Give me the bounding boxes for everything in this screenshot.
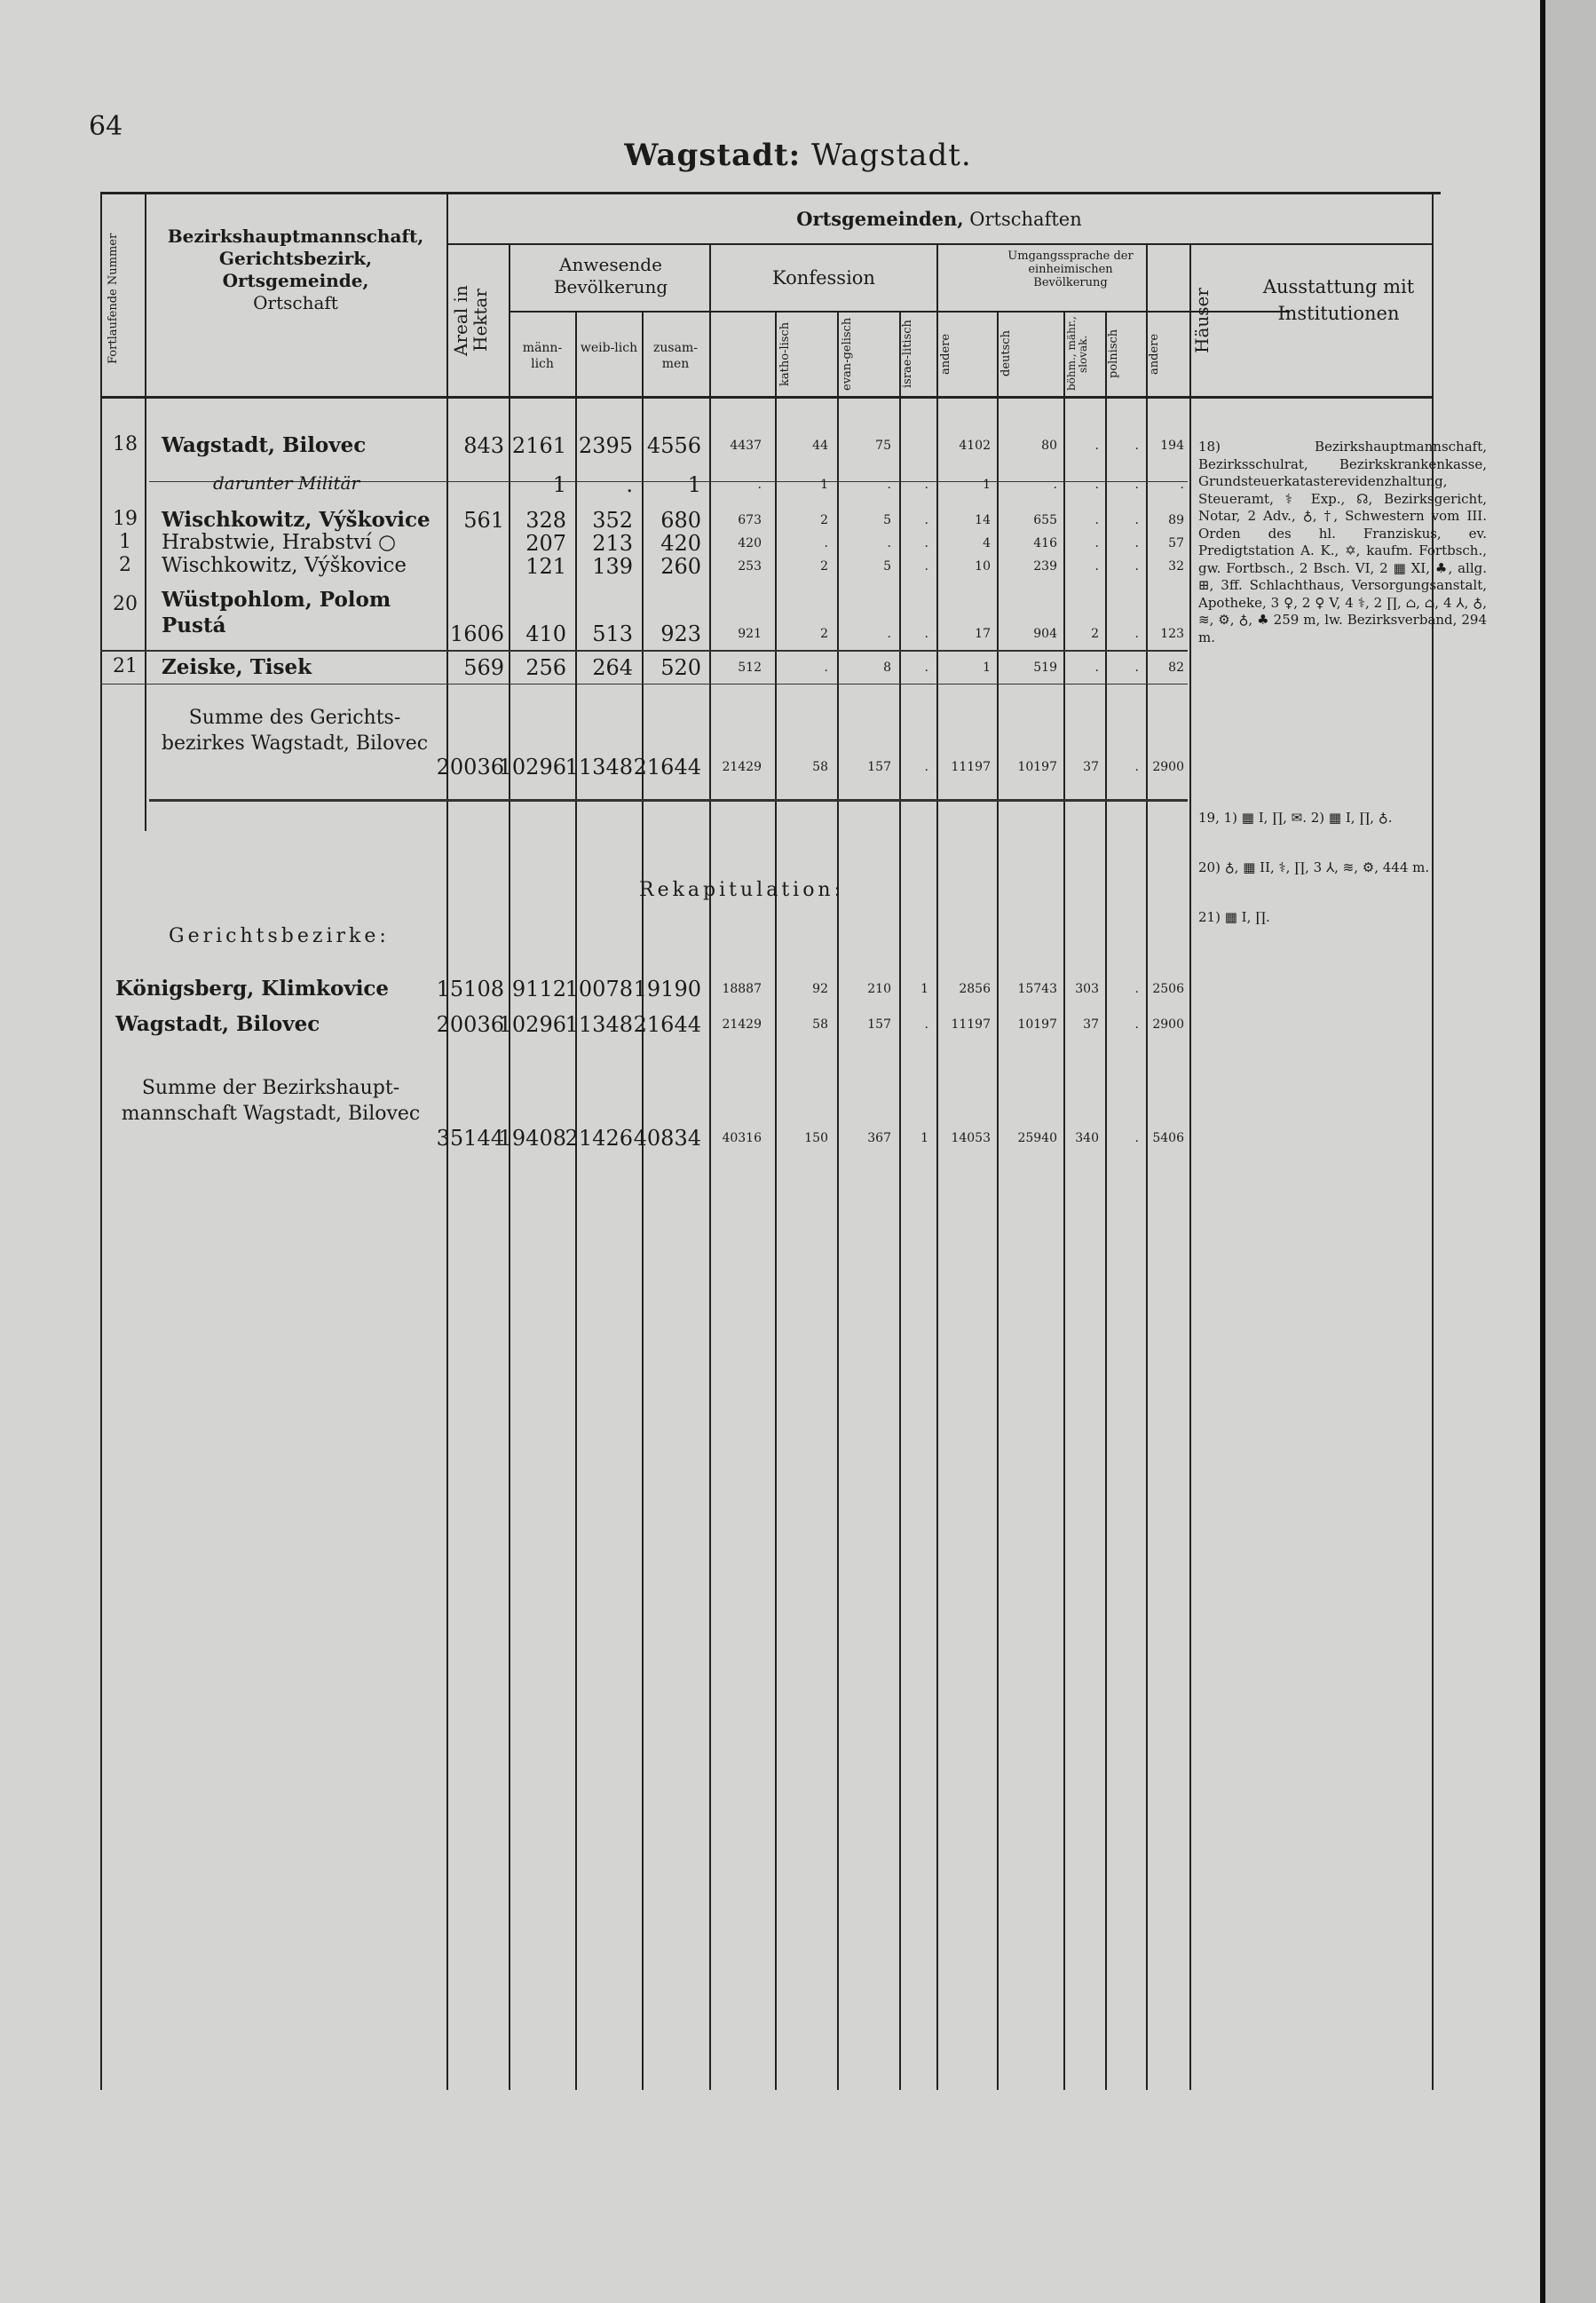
cell-kath: . [757, 478, 762, 492]
cell-deu: 2856 [959, 982, 991, 996]
cell-m: 328 [525, 508, 566, 533]
hdr-conf-other: andere [939, 333, 952, 375]
recap-title: Rekapitulation: [639, 879, 845, 901]
cell-boh: 655 [1033, 513, 1057, 527]
cell-kath: 673 [738, 513, 762, 527]
cell-evan: . [824, 536, 828, 550]
cell-isr: . [887, 536, 891, 550]
institution-note: 20) ♁, ▦ II, ⚕, ∏, 3 ⅄, ≋, ⚙, 444 m. [1198, 859, 1430, 875]
cell-land: . [1134, 627, 1139, 641]
hdr-admin-4: Ortschaft [253, 292, 338, 313]
cell-boh: . [1053, 478, 1057, 492]
cell-evan: 58 [812, 1017, 828, 1032]
cell-deu: 14053 [951, 1131, 991, 1145]
col-line [837, 311, 839, 2090]
hdr-male: männ-lich [522, 341, 563, 371]
col-line [1105, 311, 1107, 2090]
cell-z: 40834 [633, 1126, 701, 1151]
row-number: 2 [119, 554, 131, 576]
title-bold: Wagstadt: [624, 138, 802, 173]
cell-land: . [1134, 513, 1139, 527]
cell-and: 1 [920, 1131, 928, 1145]
cell-isr: . [887, 627, 891, 641]
cell-m: 207 [525, 531, 566, 556]
hdr-population: Anwesende Bevölkerung [553, 254, 668, 297]
cell-pol: 303 [1075, 982, 1099, 996]
cell-deu: 4 [983, 536, 991, 550]
hdr-female: weib-lich [580, 341, 638, 355]
cell-pol: . [1094, 478, 1099, 492]
hdr-group-rest: Ortschaften [969, 209, 1082, 230]
recap-name: Wagstadt, Bilovec [115, 1012, 320, 1036]
cell-areal: 35144 [436, 1126, 504, 1151]
cell-and: . [924, 478, 928, 492]
row-name: Wüstpohlom, Polom Pustá [162, 588, 391, 637]
hdr-german: deutsch [999, 330, 1013, 377]
cell-deu: 11197 [951, 1017, 991, 1032]
hdr-admin-1: Bezirkshauptmannschaft, [167, 226, 424, 247]
page-number: 64 [89, 111, 123, 142]
col-line [145, 192, 146, 831]
cell-isr: 8 [883, 661, 891, 675]
row-name: Hrabstwie, Hrabství ○ [162, 531, 397, 554]
col-line [100, 192, 102, 2090]
sum-district-label: Summe der Bezirkshaupt-mannschaft Wagstadt, Bilovec [121, 1077, 421, 1125]
page-edge [1540, 0, 1596, 2303]
cell-w: 11348 [565, 1012, 633, 1037]
row-name: Wagstadt, Bilovec [162, 433, 367, 457]
cell-w: 264 [592, 655, 633, 680]
institution-note: 21) ▦ I, ∏. [1198, 909, 1270, 925]
cell-evan: 58 [812, 760, 828, 774]
hdr-cath: katho-lisch [778, 321, 792, 386]
cell-and: . [924, 513, 928, 527]
cell-pol: 340 [1075, 1131, 1099, 1145]
cell-m: 2161 [511, 433, 566, 458]
cell-z: 1 [687, 472, 701, 497]
cell-deu: 14 [975, 513, 991, 527]
hdr-houses: Häuser [1191, 288, 1213, 353]
col-line [1063, 311, 1065, 2090]
cell-deu: 1 [983, 478, 991, 492]
row-rule [100, 684, 1188, 685]
cell-w: 213 [592, 531, 633, 556]
cell-kath: 420 [738, 536, 762, 550]
hdr-total: zusam-men [653, 341, 698, 371]
cell-pol: . [1094, 513, 1099, 527]
cell-haus: 82 [1168, 661, 1184, 675]
cell-evan: 2 [820, 559, 828, 574]
cell-pol: 2 [1091, 627, 1099, 641]
cell-w: 139 [592, 554, 633, 579]
cell-evan: 44 [812, 439, 828, 453]
cell-z: 21644 [633, 1012, 701, 1037]
cell-haus: 123 [1160, 627, 1184, 641]
cell-haus: 2506 [1152, 982, 1184, 996]
cell-z: 680 [660, 508, 701, 533]
sum-rule [149, 799, 1188, 802]
cell-kath: 18887 [722, 982, 762, 996]
hdr-areal: Areal in Hektar [450, 285, 491, 356]
row-number: 20 [113, 593, 138, 615]
cell-w: 2395 [578, 433, 633, 458]
row-number: 18 [113, 433, 138, 455]
cell-land: . [1134, 982, 1139, 996]
hdr-group-bold: Ortsgemeinden, [796, 208, 964, 230]
table-top-rule [100, 192, 1441, 194]
cell-w: 10078 [565, 977, 633, 1001]
cell-haus: 89 [1168, 513, 1184, 527]
cell-evan: 92 [812, 982, 828, 996]
cell-w: 21426 [565, 1126, 633, 1151]
cell-boh: 15743 [1017, 982, 1057, 996]
cell-boh: 80 [1041, 439, 1057, 453]
cell-w: . [626, 472, 633, 497]
cell-boh: 416 [1033, 536, 1057, 550]
cell-boh: 10197 [1017, 760, 1057, 774]
cell-isr: 157 [867, 760, 891, 774]
cell-deu: 4102 [959, 439, 991, 453]
cell-deu: 17 [975, 627, 991, 641]
cell-evan: . [824, 661, 828, 675]
cell-kath: 40316 [722, 1131, 762, 1145]
cell-and: . [924, 1017, 928, 1032]
row-name: Zeiske, Tisek [162, 655, 312, 679]
hdr-confession: Konfession [772, 267, 875, 289]
row-number: 19 [113, 508, 138, 530]
cell-areal: 20036 [436, 1012, 504, 1037]
row-name: darunter Militär [213, 472, 360, 494]
col-line [997, 311, 999, 2090]
hdr-institutions: Ausstattung mit Institutionen [1262, 276, 1415, 325]
cell-isr: 5 [883, 559, 891, 574]
hdr-admin-3: Ortsgemeinde, [222, 270, 369, 291]
hdr-lang-other: andere [1148, 333, 1161, 375]
cell-land: . [1134, 478, 1139, 492]
hdr-admin-2: Gerichtsbezirk, [218, 248, 373, 269]
cell-and: . [924, 536, 928, 550]
cell-m: 1 [552, 472, 566, 497]
cell-land: . [1134, 1131, 1139, 1145]
cell-and: . [924, 760, 928, 774]
page-title [0, 138, 1596, 173]
cell-boh: 239 [1033, 559, 1057, 574]
cell-w: 11348 [565, 755, 633, 780]
recap-subtitle: Gerichtsbezirke: [169, 925, 390, 947]
cell-pol: . [1094, 661, 1099, 675]
cell-and: 1 [920, 982, 928, 996]
hdr-admin [149, 226, 442, 314]
row-name: Wischkowitz, Výškovice [162, 554, 407, 577]
row-rule [100, 650, 1188, 652]
cell-areal: 20036 [436, 755, 504, 780]
cell-m: 10296 [498, 1012, 566, 1037]
cell-areal: 561 [463, 508, 504, 533]
hdr-language: Umgangssprache der einheimischen Bevölkerung [1007, 249, 1134, 289]
cell-evan: 2 [820, 627, 828, 641]
cell-isr: 75 [875, 439, 891, 453]
cell-m: 121 [525, 554, 566, 579]
cell-kath: 921 [738, 627, 762, 641]
cell-kath: 253 [738, 559, 762, 574]
cell-pol: . [1094, 559, 1099, 574]
cell-boh: 10197 [1017, 1017, 1057, 1032]
cell-areal: 569 [463, 655, 504, 680]
cell-haus: 194 [1160, 439, 1184, 453]
group-rule [446, 243, 1432, 245]
cell-evan: 2 [820, 513, 828, 527]
cell-kath: 21429 [722, 1017, 762, 1032]
cell-land: . [1134, 760, 1139, 774]
cell-z: 260 [660, 554, 701, 579]
cell-isr: 5 [883, 513, 891, 527]
cell-pol: . [1094, 439, 1099, 453]
hdr-isr: israe-litisch [901, 320, 914, 388]
cell-pol: 37 [1083, 1017, 1099, 1032]
col-line [775, 311, 777, 2090]
cell-w: 352 [592, 508, 633, 533]
cell-and: . [924, 559, 928, 574]
hdr-group-main [446, 208, 1432, 231]
row-number: 1 [119, 531, 131, 553]
cell-haus: . [1180, 478, 1184, 492]
cell-isr: 367 [867, 1131, 891, 1145]
cell-land: . [1134, 559, 1139, 574]
cell-kath: 4437 [730, 439, 762, 453]
cell-land: . [1134, 1017, 1139, 1032]
cell-z: 19190 [633, 977, 701, 1001]
col-line [1189, 243, 1191, 2090]
cell-pol: . [1094, 536, 1099, 550]
cell-land: . [1134, 439, 1139, 453]
row-name: Wischkowitz, Výškovice [162, 508, 431, 532]
cell-boh: 25940 [1017, 1131, 1057, 1145]
cell-evan: 1 [820, 478, 828, 492]
cell-z: 420 [660, 531, 701, 556]
cell-m: 10296 [498, 755, 566, 780]
cell-isr: 157 [867, 1017, 891, 1032]
sum-court-label: Summe des Gerichts-bezirkes Wagstadt, Bilovec [161, 707, 429, 755]
cell-w: 513 [592, 621, 633, 646]
cell-boh: 519 [1033, 661, 1057, 675]
hdr-czech: böhm., mähr., slovak. [1065, 316, 1090, 392]
cell-m: 256 [525, 655, 566, 680]
recap-name: Königsberg, Klimkovice [115, 977, 390, 1001]
cell-m: 410 [525, 621, 566, 646]
institution-note: 19, 1) ▦ I, ∏, ✉. 2) ▦ I, ∏, ♁. [1198, 810, 1393, 826]
cell-z: 4556 [646, 433, 701, 458]
cell-land: . [1134, 661, 1139, 675]
row-number: 21 [113, 655, 138, 677]
cell-evan: 150 [804, 1131, 828, 1145]
cell-and: . [924, 661, 928, 675]
cell-deu: 10 [975, 559, 991, 574]
cell-and: . [924, 627, 928, 641]
title-rest: Wagstadt. [811, 138, 972, 173]
cell-deu: 1 [983, 661, 991, 675]
cell-haus: 2900 [1152, 760, 1184, 774]
cell-kath: 512 [738, 661, 762, 675]
hdr-polish: polnisch [1107, 328, 1120, 379]
cell-areal: 1606 [449, 621, 504, 646]
cell-haus: 32 [1168, 559, 1184, 574]
hdr-number: Fortlaufende Nummer [107, 233, 120, 364]
cell-m: 9112 [511, 977, 566, 1001]
cell-land: . [1134, 536, 1139, 550]
cell-haus: 2900 [1152, 1017, 1184, 1032]
header-bottom-rule [100, 396, 1432, 399]
cell-boh: 904 [1033, 627, 1057, 641]
cell-pol: 37 [1083, 760, 1099, 774]
institution-note: 18) Bezirkshauptmannschaft, Bezirksschulrat, Bezirkskrankenkasse, Grundsteuerkatasterevidenzhaltung, Steueramt, ⚕ Exp., ☊, Bezirksgericht, Notar, 2 Adv., ♁, †, Schwestern vom III. Orden des hl. Franziskus, ev. Predigtstation A. K., ✡, kaufm. Fortbsch., gw. Fortbsch., 2 Bsch. VI, 2 ▦ XI, ♣, allg. ⊞, 3ff. Schlachthaus, Versorgungsanstalt, Apotheke, 3 ♀, 2 ♀ V, 4 ⚕, 2 ∏, ⌂, ⌂, 4 ⅄, ♁, ≋, ⚙, ♁, ♣ 259 m, lw. Bezirksverband, 294 m. [1198, 439, 1487, 645]
cell-z: 923 [660, 621, 701, 646]
cell-haus: 5406 [1152, 1131, 1184, 1145]
cell-areal: 843 [463, 433, 504, 458]
cell-deu: 11197 [951, 760, 991, 774]
cell-isr: . [887, 478, 891, 492]
cell-isr: 210 [867, 982, 891, 996]
cell-z: 520 [660, 655, 701, 680]
cell-z: 21644 [633, 755, 701, 780]
cell-areal: 15108 [436, 977, 504, 1001]
cell-kath: 21429 [722, 760, 762, 774]
col-line [899, 311, 901, 2090]
cell-m: 19408 [498, 1126, 566, 1151]
cell-haus: 57 [1168, 536, 1184, 550]
hdr-evan: evan-gelisch [841, 317, 854, 391]
